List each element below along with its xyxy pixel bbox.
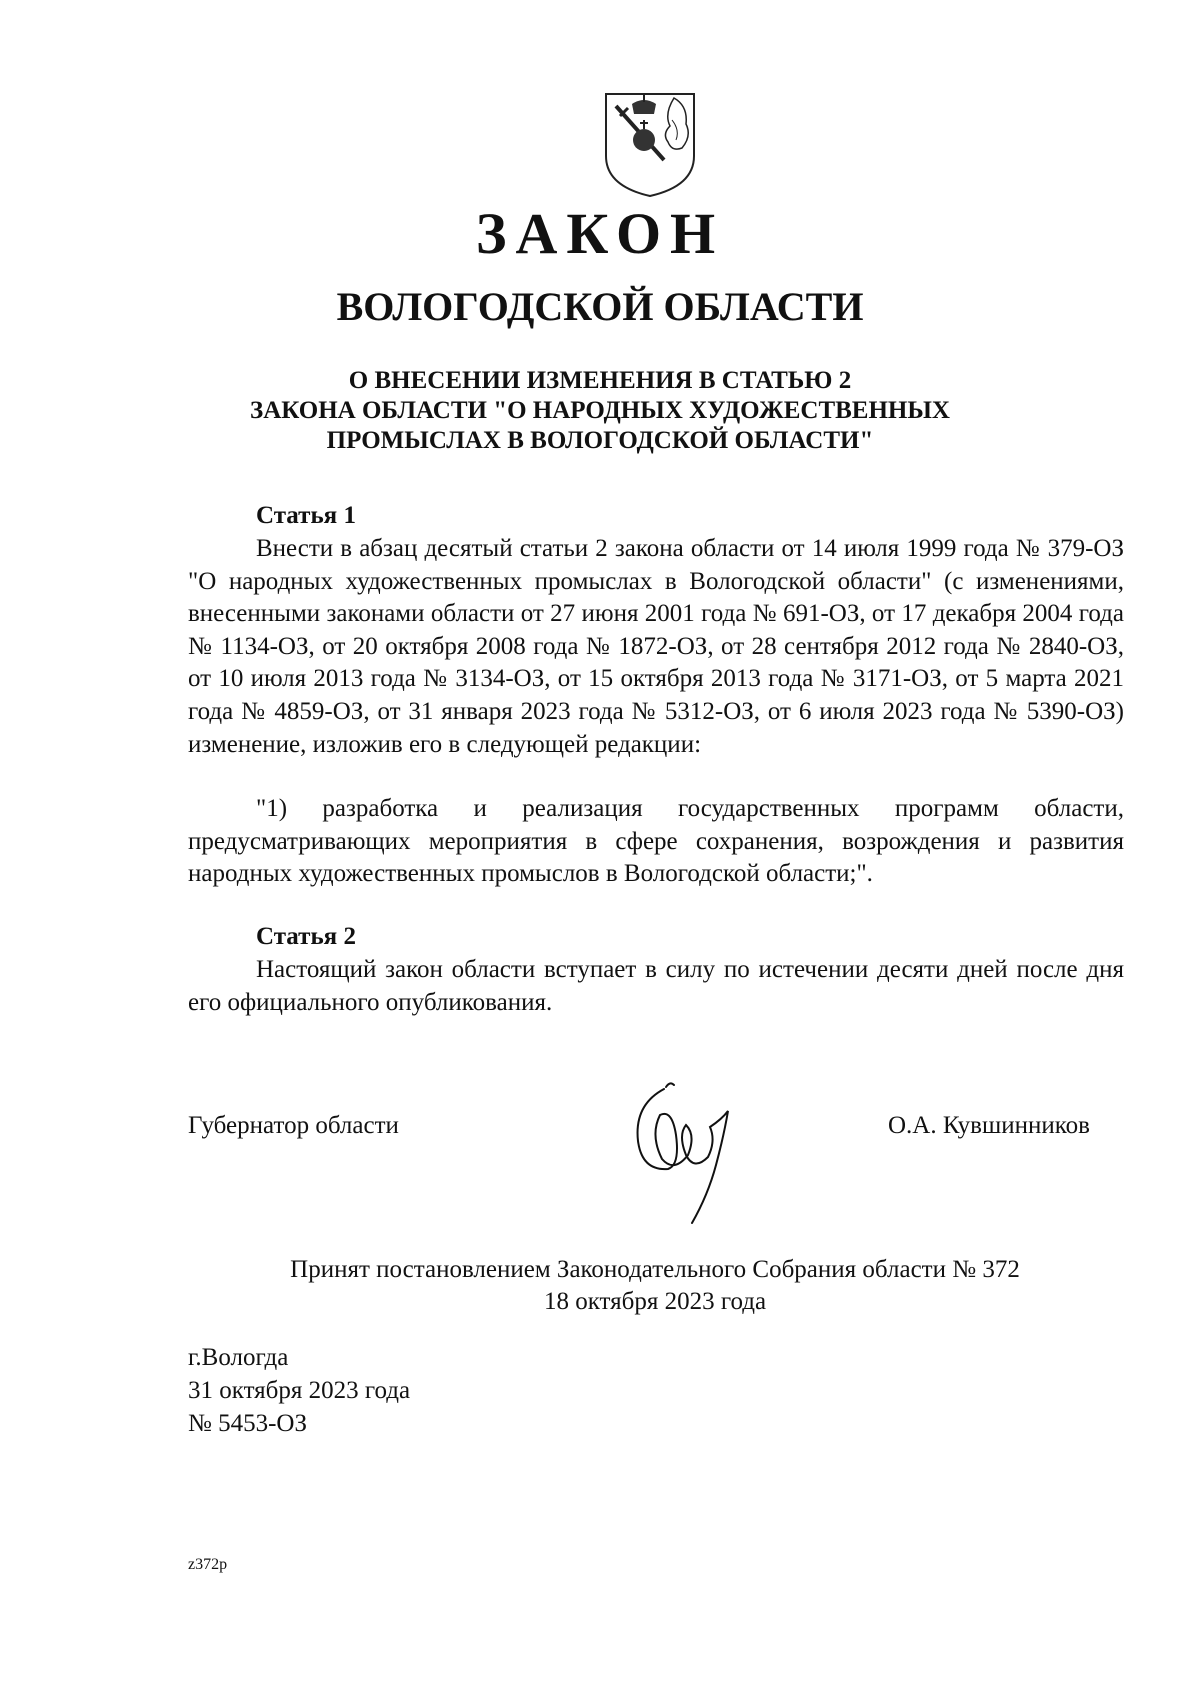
- signature-icon: [630, 1075, 760, 1225]
- article-1-text: Внести в абзац десятый статьи 2 закона области от 14 июля 1999 года № 379-ОЗ "О народных художественных промыслах в Вологодской области" (с изменениями, внесенными законами области от 27 июня 2001 года № 691-ОЗ, от 17 декабря 2004 года № 1134-ОЗ, от 20 октября 2008 года № 1872-ОЗ, от 28 сентября 2012 года № 2840-ОЗ, от 10 июля 2013 года № 3134-ОЗ, от 15 октября 2013 года № 3171-ОЗ, от 5 марта 2021 года № 4859-ОЗ, от 31 января 2023 года № 5312-ОЗ, от 6 июля 2023 года № 5390-ОЗ) изменение, изложив его в следующей редакции:: [188, 535, 1124, 758]
- document-title: ЗАКОН: [475, 201, 725, 266]
- coat-of-arms-icon: [602, 90, 698, 198]
- adoption-date: 18 октября 2023 года: [543, 1288, 767, 1315]
- signing-date: 31 октября 2023 года: [188, 1377, 411, 1404]
- law-name: [0, 366, 1200, 456]
- city: г.Вологда: [188, 1344, 289, 1371]
- article-1-quote: "1) разработка и реализация государственных программ области, предусматривающих мероприятия в сфере сохранения, возрождения и развития народных художественных промыслов в Вологодской области;".: [188, 795, 1124, 888]
- governor-position: Губернатор области: [188, 1112, 399, 1139]
- article-1-heading: Статья 1: [256, 502, 356, 529]
- document-code: z372p: [188, 1556, 228, 1573]
- document-subtitle: ВОЛОГОДСКОЙ ОБЛАСТИ: [336, 284, 864, 329]
- place-block: [188, 1341, 410, 1440]
- law-number: № 5453-ОЗ: [188, 1410, 308, 1437]
- law-name-line: ПРОМЫСЛАХ В ВОЛОГОДСКОЙ ОБЛАСТИ": [326, 427, 874, 454]
- governor-name: О.А. Кувшинников: [888, 1112, 1090, 1139]
- adoption-line: Принят постановлением Законодательного Собрания области № 372: [290, 1256, 1020, 1283]
- article-2-text: Настоящий закон области вступает в силу по истечении десяти дней после дня его официального опубликования.: [188, 956, 1124, 1016]
- article-2-heading: Статья 2: [256, 923, 356, 950]
- law-name-line: ЗАКОНА ОБЛАСТИ "О НАРОДНЫХ ХУДОЖЕСТВЕННЫХ: [250, 397, 950, 424]
- law-name-line: О ВНЕСЕНИИ ИЗМЕНЕНИЯ В СТАТЬЮ 2: [348, 367, 852, 394]
- adoption-note: [0, 1254, 1200, 1318]
